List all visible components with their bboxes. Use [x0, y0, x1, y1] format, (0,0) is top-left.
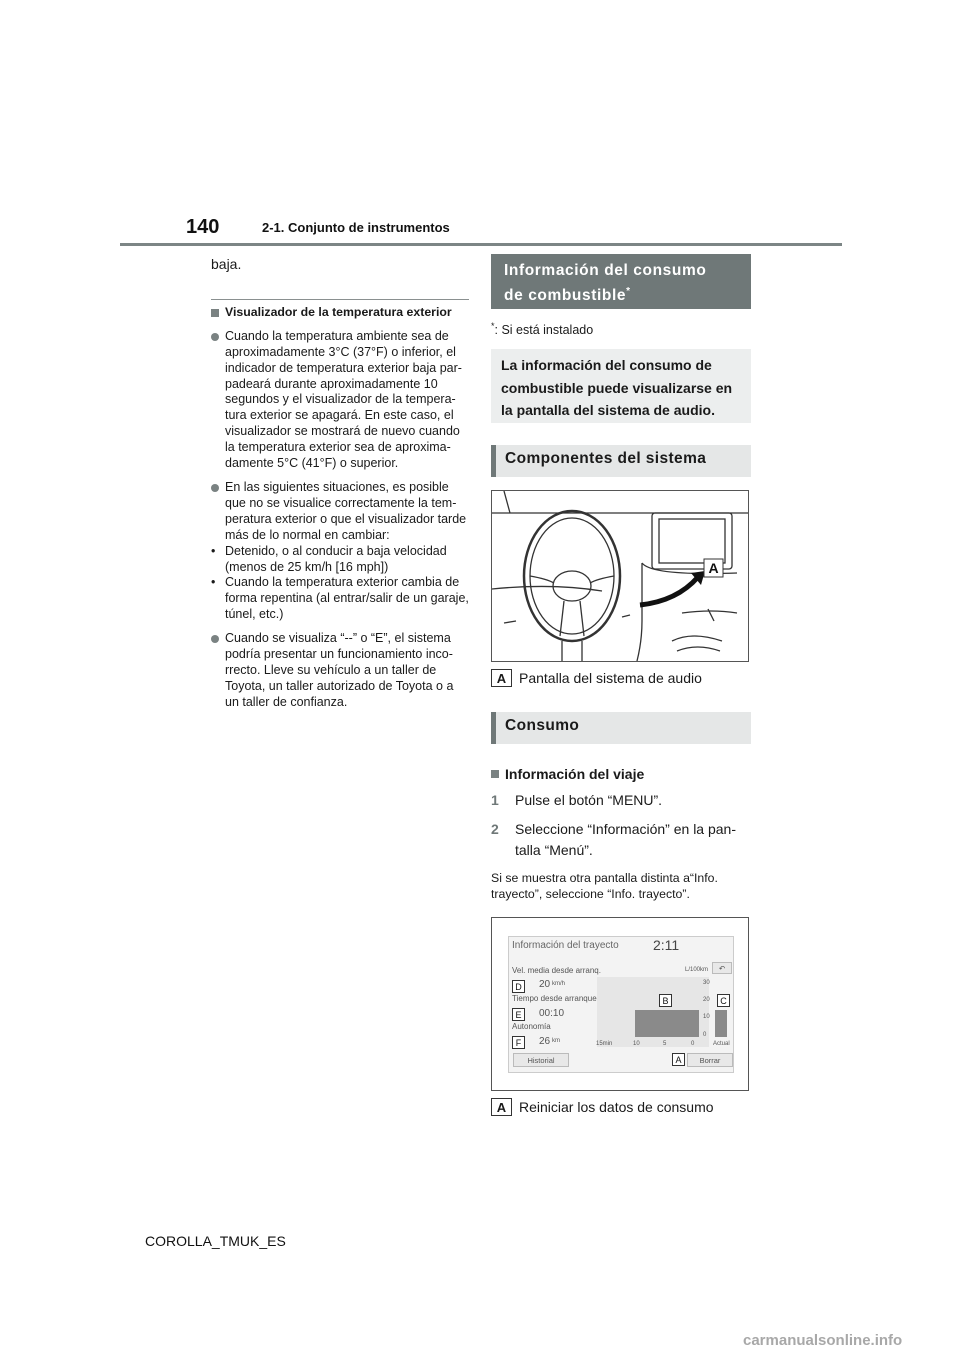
time-since-start-value: 00:10: [539, 1008, 565, 1020]
avg-speed-label: Vel. media desde arranq.: [512, 966, 601, 976]
avg-speed-unit: km/h: [552, 981, 566, 988]
section-title: 2-1. Conjunto de instrumentos: [262, 220, 450, 235]
sub-item-text: Cuando la temperatura exterior cambia de forma repentina (al entrar/salir de un garaje, túnel, etc.): [225, 575, 469, 622]
square-bullet-icon: [211, 309, 219, 317]
footnote-mark: *: [491, 321, 495, 331]
main-section-title: [491, 254, 751, 309]
x-tick: 15min: [596, 1041, 613, 1048]
step-number: 1: [491, 792, 499, 809]
history-button[interactable]: Historial: [513, 1053, 569, 1067]
label-box-a: A: [491, 669, 512, 687]
avg-speed-value: 20: [539, 979, 551, 991]
subheading-text: Visualizador de la temperatura exterior: [225, 304, 452, 319]
subheading-outside-temp: [211, 299, 469, 321]
step-text: Pulse el botón “MENU”.: [515, 792, 663, 809]
page-number: 140: [186, 216, 220, 238]
sub-bullet-mark: •: [211, 575, 216, 590]
right-column: [491, 254, 751, 1116]
x-tick: 0: [691, 1041, 695, 1048]
bullet-text: En las siguientes situaciones, es posible que no se visualice correctamente la tem-peratura exterior o que el visualizador tarde más de lo normal en cambiar:: [225, 479, 467, 542]
header-rule: [120, 243, 842, 246]
trip-info-heading-text: Información del viaje: [505, 766, 645, 783]
screen-title: Información del trayecto: [512, 940, 619, 952]
trip-info-heading: [491, 766, 751, 782]
screen-label-a: A: [672, 1053, 685, 1066]
return-button[interactable]: [712, 962, 732, 974]
caption-text: Reiniciar los datos de consumo: [519, 1099, 714, 1116]
x-tick: 10: [633, 1041, 640, 1048]
sub-list-item: [211, 575, 469, 623]
screen-label-d: D: [512, 980, 525, 993]
circle-bullet-icon: [211, 635, 219, 643]
circle-bullet-icon: [211, 333, 219, 341]
main-title-line2-wrap: [504, 281, 739, 306]
bullet-item: [211, 480, 469, 623]
step-number: 2: [491, 821, 499, 838]
range-value: 26: [539, 1036, 551, 1048]
y-tick: 20: [703, 997, 710, 1004]
label-box-a: A: [491, 1098, 512, 1116]
step-item: [491, 819, 751, 861]
left-column: [211, 252, 469, 711]
range-unit: km: [552, 1038, 560, 1045]
screen-label-b: B: [659, 994, 672, 1007]
heading-consumption: Consumo: [491, 712, 751, 744]
clear-button[interactable]: Borrar: [687, 1053, 733, 1067]
watermark: carmanualsonline.info: [743, 1332, 903, 1349]
asterisk-mark: *: [626, 286, 631, 297]
bullet-item: [211, 329, 469, 472]
bullet-text: Cuando se visualiza “--” o “E”, el sistema podría presentar un funcionamiento inco-rrecto. Lleve su vehículo a un taller de Toyota, un taller autorizado de Toyota o a un taller de confianza.: [225, 631, 454, 709]
screen-clock: 2:11: [653, 937, 680, 954]
heading-components: Componentes del sistema: [491, 445, 751, 477]
caption-audio-screen: [491, 669, 751, 687]
footnote: [491, 321, 751, 337]
footer-model-code: COROLLA_TMUK_ES: [145, 1233, 286, 1249]
main-title-line1: Información del consumo: [504, 262, 707, 279]
x-tick: Actual: [713, 1041, 730, 1048]
sub-list-item: [211, 544, 469, 576]
y-tick: 0: [703, 1032, 707, 1039]
caption-text: Pantalla del sistema de audio: [519, 670, 702, 687]
intro-box: La información del consumo de combustible puede visualizarse en la pantalla del sistema de audio.: [491, 349, 751, 423]
figure-label-a: A: [708, 560, 719, 577]
screen-label-f: F: [512, 1036, 525, 1049]
trip-screen-figure: [491, 917, 749, 1091]
square-bullet-icon: [491, 770, 499, 778]
note-text: Si se muestra otra pantalla distinta a“Info. trayecto”, seleccione “Info. trayecto”.: [491, 871, 718, 901]
bullet-item: [211, 631, 469, 711]
sub-bullet-mark: •: [211, 543, 216, 558]
screen-label-e: E: [512, 1008, 525, 1021]
screen-label-c: C: [717, 994, 730, 1007]
x-tick: 5: [663, 1041, 667, 1048]
range-label: Autonomía: [512, 1022, 551, 1032]
y-tick: 10: [703, 1014, 710, 1021]
return-icon: ↶: [718, 963, 726, 973]
dashboard-figure: [491, 490, 749, 662]
step-text: Seleccione “Información” en la pan-talla “Menú”.: [515, 821, 737, 859]
circle-bullet-icon: [211, 484, 219, 492]
footnote-text: : Si está instalado: [494, 323, 594, 338]
bullet-body: [211, 479, 469, 623]
sub-item-text: Detenido, o al conducir a baja velocidad (menos de 25 km/h [16 mph]): [225, 543, 447, 574]
step-item: [491, 790, 751, 811]
time-since-start-label: Tiempo desde arranque: [512, 994, 597, 1004]
fuel-unit: L/100km: [685, 967, 709, 974]
trip-info-screen: [508, 936, 734, 1073]
y-tick: 30: [703, 980, 710, 987]
bullet-text: Cuando la temperatura ambiente sea de aproximadamente 3°C (37°F) o inferior, el indicador de temperatura exterior baja par-padeará durante aproximadamente 10 segundos y el visualizador de la tempera-tura exterior se apagará. En este caso, el visualizador se mostrará de nuevo cuando la temperatura exterior sea de aproxima-damente 5°C (41°F) o superior.: [225, 328, 462, 471]
caption-reset-data: [491, 1098, 751, 1116]
consumption-history-bars: [635, 1010, 699, 1037]
dashboard-illustration: [492, 491, 748, 661]
continuation-text: baja.: [211, 256, 242, 272]
main-title-line2: de combustible: [504, 287, 627, 305]
current-consumption-bar: [715, 1010, 727, 1037]
